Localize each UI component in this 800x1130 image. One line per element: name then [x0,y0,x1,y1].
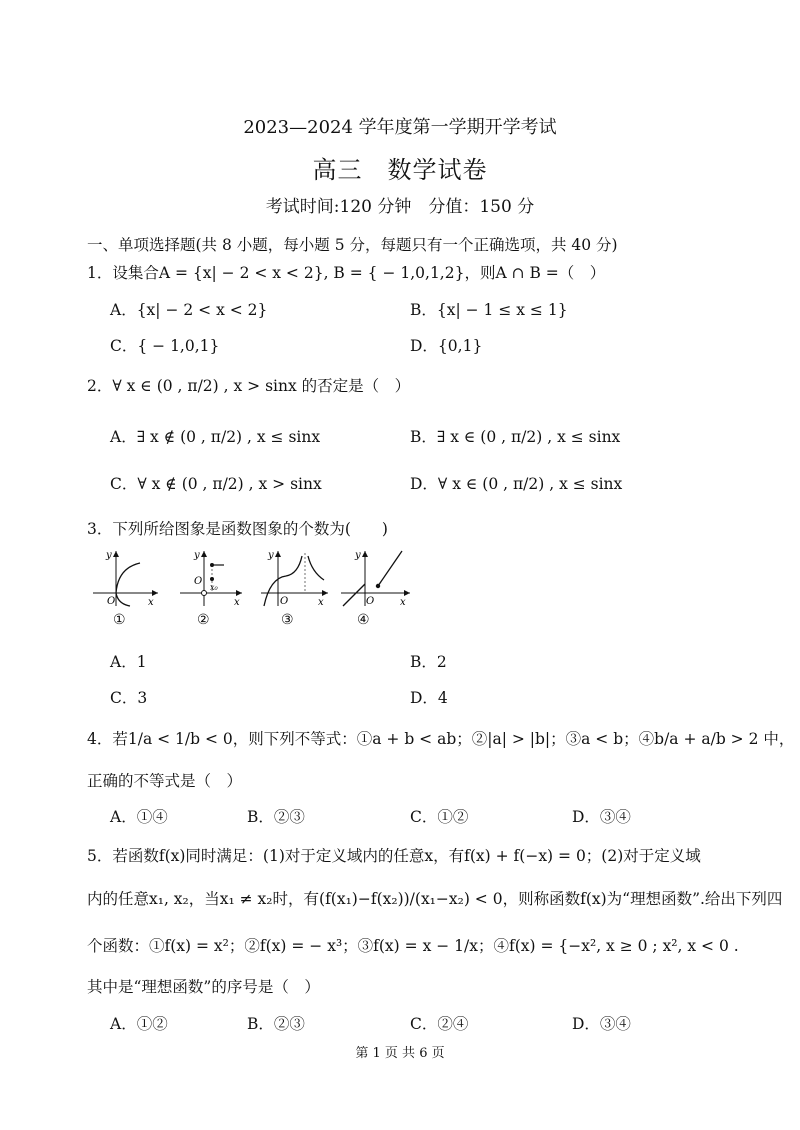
q1-option-a: A．{x| − 2 < x < 2} [110,301,268,319]
section-heading: 一、单项选择题(共 8 小题，每小题 5 分，每题只有一个正确选项，共 40 分) [87,236,618,254]
question-1-stem: 1．设集合A = {x| − 2 < x < 2}, B = { − 1,0,1,2}，则A ∩ B =（ ） [87,264,606,282]
question-3-stem: 3．下列所给图象是函数图象的个数为( ) [87,520,388,538]
q1-option-c: C．{ − 1,0,1} [110,337,220,355]
graph-3-x-label: x [318,597,324,608]
graph-3-origin: O [280,596,289,607]
graph-4 [338,548,418,608]
graph-2-x-label: x [234,597,240,608]
graph-2-y-label: y [194,550,200,561]
graph-4-label: ④ [357,612,370,628]
graph-4-dot [376,584,380,588]
graph-1 [88,548,168,608]
graph-2 [172,548,252,608]
graph-1-curve [116,563,140,606]
q3-option-c: C．3 [110,689,148,707]
question-5-line-3: 个函数：①f(x) = x²；②f(x) = − x³；③f(x) = x − 1/x；④f(x) = {−x², x ≥ 0 ; x², x < 0 . [87,937,739,955]
q5-option-d: D．③④ [572,1015,631,1033]
graph-1-x-arrow [152,590,158,596]
graph-4-origin: O [366,596,375,607]
question-2-stem: 2．∀ x ∈ (0 , π/2) , x > sinx 的否定是（ ） [87,377,411,395]
q4-option-c: C．①② [410,808,469,826]
graph-3-y-label: y [268,550,274,561]
q2-option-c: C．∀ x ∉ (0 , π/2) , x > sinx [110,475,322,493]
graph-3-y-arrow [275,551,281,557]
question-5-line-4: 其中是“理想函数”的序号是（ ） [87,978,320,996]
q2-option-d: D．∀ x ∈ (0 , π/2) , x ≤ sinx [410,475,623,493]
q2-option-a: A．∃ x ∉ (0 , π/2) , x ≤ sinx [110,428,321,446]
graph-3-label: ③ [281,612,294,628]
q5-option-a: A．①② [110,1015,168,1033]
graph-2-label: ② [197,612,210,628]
page-footer: 第 1 页 共 6 页 [355,1046,445,1061]
graph-4-x-arrow [404,590,410,596]
graph-1-y-arrow [113,551,119,557]
exam-title: 2023—2024 学年度第一学期开学考试 [243,117,557,138]
graph-4-y-label: y [355,550,361,561]
q3-option-d: D．4 [410,689,448,707]
q4-option-b: B．②③ [247,808,305,826]
graph-3 [256,548,336,608]
graph-3-curve-right [308,556,324,580]
graph-2-y-arrow [201,551,207,557]
graph-1-x-label: x [148,597,154,608]
q3-option-a: A．1 [110,653,147,671]
q3-option-b: B．2 [410,653,447,671]
graph-3-x-arrow [322,590,328,596]
question-4-stem: 4．若1/a < 1/b < 0，则下列不等式：①a + b < ab；②|a| > |b|；③a < b；④b/a + a/b > 2 中， [87,730,795,748]
question-5-line-1: 5．若函数f(x)同时满足：(1)对于定义域内的任意x，有f(x) + f(−x) = 0；(2)对于定义域 [87,847,701,865]
q1-option-b: B．{x| − 1 ≤ x ≤ 1} [410,301,568,319]
graph-4-x-label: x [400,597,406,608]
question-5-line-2: 内的任意x₁, x₂，当x₁ ≠ x₂时，有(f(x₁)−f(x₂))/(x₁−x₂) < 0，则称函数f(x)为“理想函数”.给出下列四 [87,890,783,908]
graph-1-origin: O [107,596,116,607]
q2-option-b: B．∃ x ∈ (0 , π/2) , x ≤ sinx [410,428,621,446]
graph-2-open-dot [202,591,207,596]
q1-option-d: D．{0,1} [410,337,483,355]
exam-subtitle: 高三 数学试卷 [312,156,488,184]
graph-2-origin: O [194,576,203,587]
q4-option-a: A．①④ [110,808,168,826]
graph-4-line-left [343,584,365,606]
q4-option-d: D．③④ [572,808,631,826]
graph-1-label: ① [113,612,126,628]
question-4-stem-2: 正确的不等式是（ ） [87,772,243,790]
graph-4-y-arrow [362,551,368,557]
graph-2-x0-label: x₀ [210,583,218,592]
graph-2-x-arrow [236,590,242,596]
graph-4-line-right [378,551,402,586]
exam-info: 考试时间:120 分钟 分值：150 分 [265,197,535,217]
graph-1-y-label: y [106,550,112,561]
q5-option-b: B．②③ [247,1015,305,1033]
q5-option-c: C．②④ [410,1015,469,1033]
